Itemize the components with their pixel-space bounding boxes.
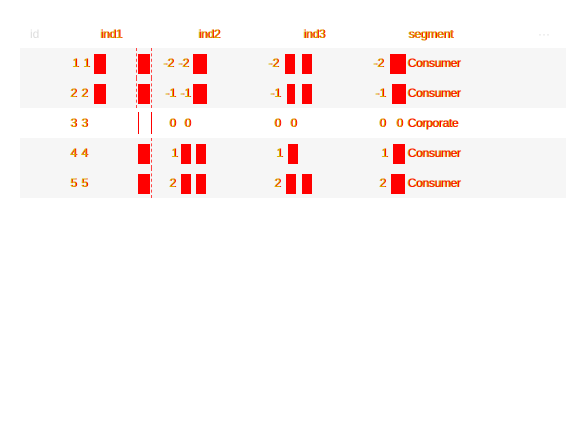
cell-id-ghost: 3 xyxy=(81,116,88,130)
cell-id: 4 xyxy=(70,146,77,160)
cell-ind2-ghost: -1 xyxy=(180,86,191,100)
cell-segment: Corporate xyxy=(408,116,459,130)
cell-ind3: 2 xyxy=(274,176,281,190)
table-header xyxy=(20,20,566,48)
ind3-bar xyxy=(285,54,295,74)
cell-id-ghost: 4 xyxy=(81,146,88,160)
cell-id: 1 xyxy=(72,56,79,70)
cell-id-ghost: 2 xyxy=(81,86,88,100)
ind1-marker-right xyxy=(151,48,152,78)
cell-id: 3 xyxy=(70,116,77,130)
cell-ind2: -1 xyxy=(165,86,176,100)
ind1-bar xyxy=(94,54,106,74)
header-segment[interactable]: segment xyxy=(408,27,453,41)
cell-ind3b: -1 xyxy=(375,86,386,100)
ind3-bar xyxy=(288,144,298,164)
cell-ind2: 2 xyxy=(169,176,176,190)
ind2-bar xyxy=(193,84,207,104)
segment-bar xyxy=(392,84,406,104)
cell-ind3: 0 xyxy=(274,116,281,130)
table-row[interactable] xyxy=(20,138,566,168)
cell-ind3b: -2 xyxy=(373,56,384,70)
cell-ind3-ghost: 0 xyxy=(290,116,297,130)
cell-ind3b: 2 xyxy=(379,176,386,190)
cell-segment: Consumer xyxy=(408,86,461,100)
ind1-bar xyxy=(138,144,150,164)
cell-ind2-ghost: 0 xyxy=(184,116,191,130)
cell-ind3: -2 xyxy=(268,56,279,70)
cell-id-ghost: 5 xyxy=(81,176,88,190)
ind1-bar-right xyxy=(138,54,150,74)
cell-ind3b: 1 xyxy=(381,146,388,160)
ind1-marker xyxy=(151,138,152,168)
cell-ind3b-ghost: 0 xyxy=(396,116,403,130)
more-options-icon[interactable]: ··· xyxy=(538,27,550,41)
data-table xyxy=(20,20,566,198)
table-row[interactable] xyxy=(20,78,566,108)
ind1-bar xyxy=(94,84,106,104)
segment-bar xyxy=(390,54,406,74)
cell-ind2: 1 xyxy=(171,146,178,160)
ind2-bar-right xyxy=(196,174,206,194)
ind2-bar xyxy=(181,174,191,194)
cell-ind2: 0 xyxy=(169,116,176,130)
ind1-marker xyxy=(136,78,137,108)
ind3-bar xyxy=(286,174,296,194)
ind3-bar-right xyxy=(302,84,312,104)
cell-ind2-ghost: -2 xyxy=(178,56,189,70)
cell-ind3: -1 xyxy=(270,86,281,100)
cell-id-ghost: 1 xyxy=(83,56,90,70)
cell-segment: Consumer xyxy=(408,56,461,70)
empty-canvas-area xyxy=(20,198,566,418)
header-ind1[interactable]: ind1 xyxy=(100,27,122,41)
ind1-bar xyxy=(138,112,152,134)
ind3-bar-right xyxy=(302,174,312,194)
cell-segment: Consumer xyxy=(408,146,461,160)
table-row[interactable] xyxy=(20,48,566,78)
ind3-bar-right xyxy=(302,54,312,74)
cell-ind2: -2 xyxy=(163,56,174,70)
ind1-bar xyxy=(138,174,150,194)
table-row[interactable] xyxy=(20,108,566,138)
table-row[interactable] xyxy=(20,168,566,198)
ind3-bar xyxy=(287,84,295,104)
segment-bar xyxy=(391,174,405,194)
cell-ind3b: 0 xyxy=(379,116,386,130)
ind2-bar-right xyxy=(196,144,206,164)
ind2-bar xyxy=(193,54,207,74)
header-ind2[interactable]: ind2 xyxy=(198,27,220,41)
cell-ind3: 1 xyxy=(276,146,283,160)
segment-bar xyxy=(393,144,405,164)
ind1-bar-right xyxy=(138,84,150,104)
cell-segment: Consumer xyxy=(408,176,461,190)
cell-id: 5 xyxy=(70,176,77,190)
cell-id: 2 xyxy=(70,86,77,100)
ind2-bar xyxy=(181,144,191,164)
ind1-marker xyxy=(136,48,137,78)
ind1-marker xyxy=(151,168,152,198)
header-ind3[interactable]: ind3 xyxy=(303,27,325,41)
header-id[interactable]: id xyxy=(30,27,40,41)
ind1-marker-right xyxy=(151,78,152,108)
